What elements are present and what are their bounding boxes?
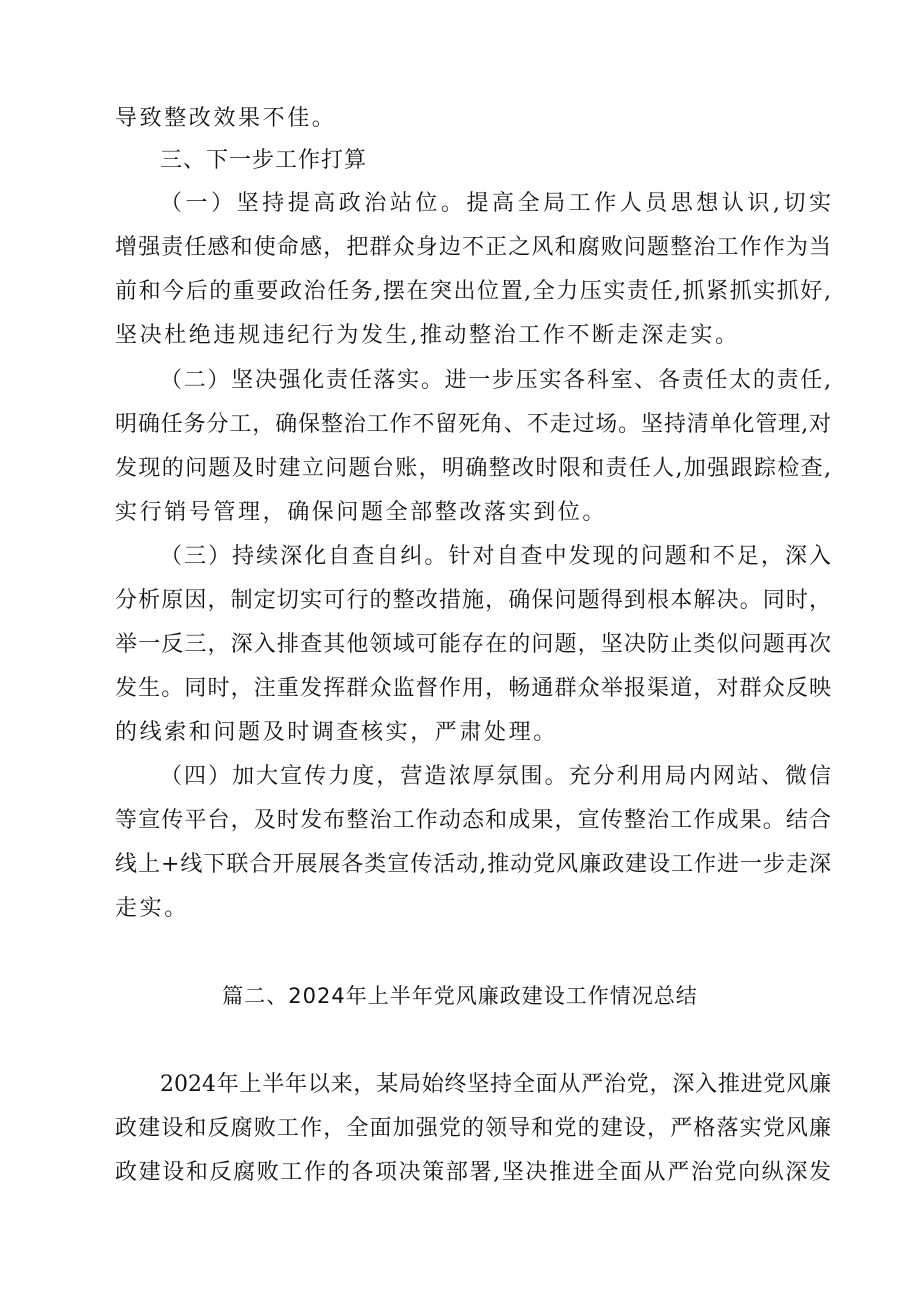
item2-line1: （二）坚决强化责任落实。进一步压实各科室、各责任太的责任, xyxy=(160,368,831,393)
item4-line3: 线上+线下联合开展展各类宣传活动,推动党风廉政建设工作进一步走深 xyxy=(115,852,831,877)
item4-line4: 走实。 xyxy=(115,896,189,921)
section-heading: 三、下一步工作打算 xyxy=(160,148,368,173)
item2-line4: 实行销号管理，确保问题全部整改落实到位。 xyxy=(115,500,608,525)
item1-line1: （一）坚持提高政治站位。提高全局工作人员思想认识,切实 xyxy=(160,191,831,216)
item3-line4: 发生。同时，注重发挥群众监督作用，畅通群众举报渠道，对群众反映 xyxy=(115,676,831,701)
item1-line4: 坚决杜绝违规违纪行为发生,推动整治工作不断走深走实。 xyxy=(115,323,740,348)
item4-line1: （四）加大宣传力度，营造浓厚氛围。充分利用局内网站、微信 xyxy=(160,764,831,789)
item1-line2: 增强责任感和使命感，把群众身边不正之风和腐败问题整治工作作为当 xyxy=(115,235,831,260)
item3-line5: 的线索和问题及时调查核实，严肃处理。 xyxy=(115,720,558,745)
item3-line3: 举一反三，深入排查其他领域可能存在的问题，坚决防止类似问题再次 xyxy=(115,632,831,657)
item1-line3: 前和今后的重要政治任务,摆在突出位置,全力压实责任,抓紧抓实抓好, xyxy=(115,279,831,304)
p1-line2: 政建设和反腐败工作，全面加强党的领导和党的建设，严格落实党风廉 xyxy=(115,1116,831,1141)
document-title: 篇二、2024年上半年党风廉政建设工作情况总结 xyxy=(222,984,698,1008)
item2-line3: 发现的问题及时建立问题台账，明确整改时限和责任人,加强跟踪检查, xyxy=(115,456,831,481)
paragraph-tail: 导致整改效果不佳。 xyxy=(115,106,337,131)
p1-line3: 政建设和反腐败工作的各项决策部署,坚决推进全面从严治党向纵深发 xyxy=(115,1160,831,1185)
item3-line1: （三）持续深化自查自纠。针对自查中发现的问题和不足，深入 xyxy=(160,544,831,569)
item2-line2: 明确任务分工，确保整治工作不留死角、不走过场。坚持清单化管理,对 xyxy=(115,412,831,437)
item4-line2: 等宣传平台，及时发布整治工作动态和成果，宣传整治工作成果。结合 xyxy=(115,808,831,833)
item3-line2: 分析原因，制定切实可行的整改措施，确保问题得到根本解决。同时， xyxy=(115,588,831,613)
p1-line1: 2024年上半年以来，某局始终坚持全面从严治党，深入推进党风廉 xyxy=(160,1072,831,1097)
